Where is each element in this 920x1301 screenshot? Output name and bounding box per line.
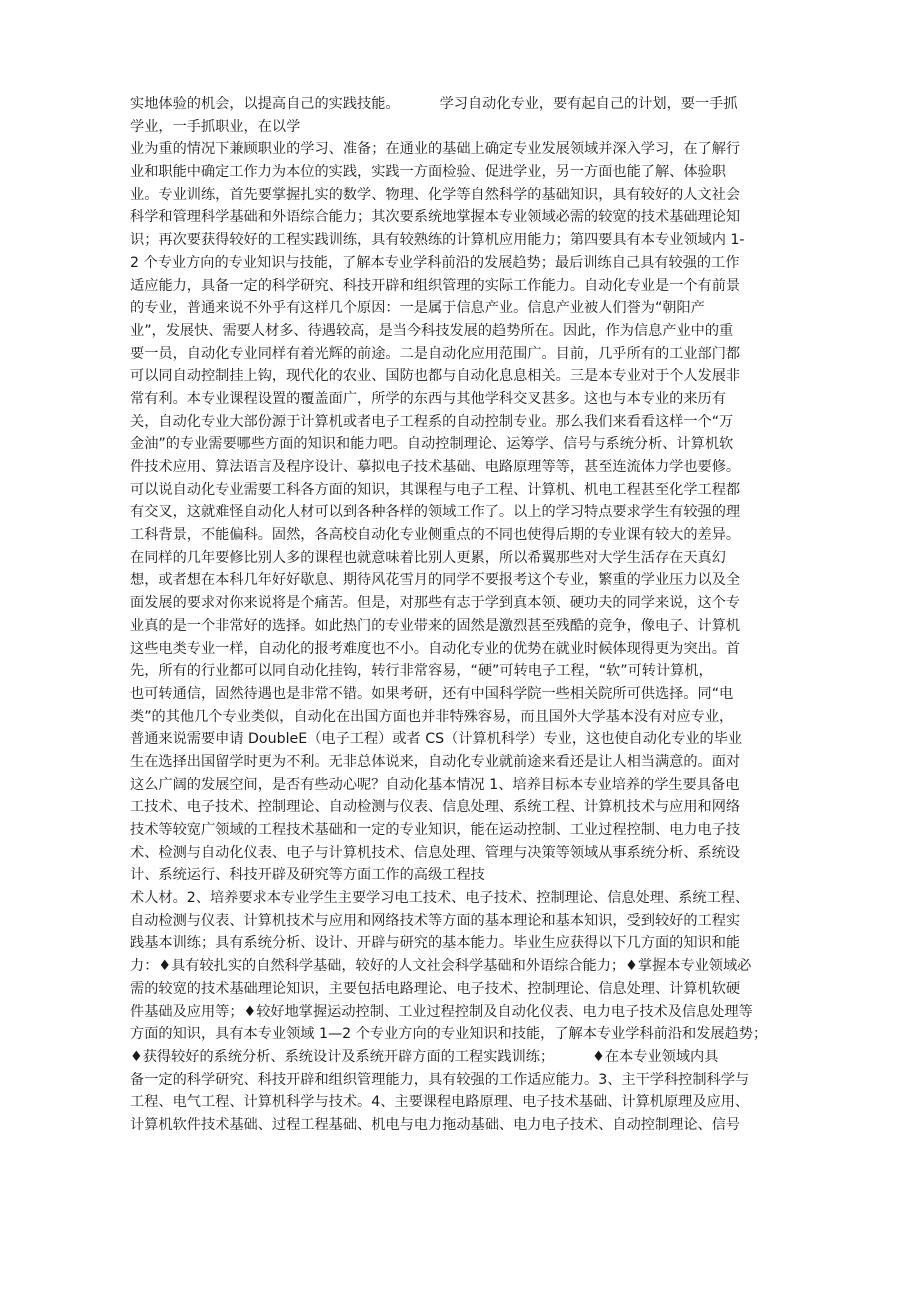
text-segment: 方面的知识，具有本专业领域 1—2 个专业方向的专业知识和技能，了解本专业学科前沿和发展趋势；	[130, 1026, 768, 1043]
text-segment: 面发展的要求对你来说将是个痛苦。但是，对那些有志于学到真本领、硬功夫的同学来说，这个专	[130, 595, 741, 612]
text-line	[130, 774, 810, 797]
text-segment: 也可转通信，固然待遇也是非常不错。如果考研，还有中国科学院一些相关院所可供选择。同“电	[130, 685, 734, 702]
text-segment: 要一员，自动化专业同样有着光辉的前途。二是自动化应用范围广。目前，几乎所有的工业部门都	[130, 345, 741, 362]
text-segment: 业和职能中确定工作力为本位的实践，实践一方面检验、促进学业，另一方面也能了解、体验职	[130, 164, 726, 181]
text-segment: 践基本训练；具有系统分析、设计、开辟与研究的基本能力。毕业生应获得以下几方面的知识和能	[130, 935, 741, 952]
text-line	[130, 569, 810, 592]
text-line	[130, 93, 810, 116]
text-segment: 学业，一手抓职业，在以学	[130, 118, 301, 135]
text-segment: 计算机软件技术基础、过程工程基础、机电与电力拖动基础、电力电子技术、自动控制理论、信号	[130, 1116, 741, 1133]
text-segment: 金油”的专业需要哪些方面的知识和能力吧。自动控制理论、运筹学、信号与系统分析、计算机软	[130, 436, 734, 453]
text-line	[130, 978, 810, 1001]
text-segment: 先，所有的行业都可以同自动化挂钩，转行非常容易，“硬”可转电子工程，“软”可转计算机，	[130, 663, 713, 680]
text-line	[130, 456, 810, 479]
text-line	[130, 138, 810, 161]
text-segment: 这么广阔的发展空间，是否有些动心呢？自动化基本情况 1、培养目标本专业培养的学生要具备电	[130, 776, 740, 793]
text-line	[130, 1069, 810, 1092]
text-segment: 力：♦具有较扎实的自然科学基础，较好的人文社会科学基础和外语综合能力；♦掌握本专业领域必	[130, 958, 752, 975]
body-text	[130, 93, 810, 1137]
text-line	[130, 660, 810, 683]
text-line	[130, 638, 810, 661]
text-segment: 技术等较宽广领域的工程技术基础和一定的专业知识，能在运动控制、工业过程控制、电力电子技	[130, 822, 741, 838]
text-line	[130, 842, 810, 865]
text-segment: 件基础及应用等；♦较好地掌握运动控制、工业过程控制及自动化仪表、电力电子技术及信息处理等	[130, 1003, 753, 1020]
text-line	[130, 479, 810, 502]
text-line	[130, 161, 810, 184]
text-line	[130, 388, 810, 411]
text-line	[130, 819, 810, 842]
text-line	[130, 955, 810, 978]
text-line	[130, 910, 810, 933]
text-segment: 备一定的科学研究、科技开辟和组织管理能力，具有较强的工作适应能力。3、主干学科控制科学与	[130, 1071, 750, 1088]
text-line	[130, 411, 810, 434]
text-segment: 学习自动化专业，要有起自己的计划，要一手抓	[439, 96, 738, 112]
text-segment: 工技术、电子技术、控制理论、自动检测与仪表、信息处理、系统工程、计算机技术与应用和网络	[130, 799, 741, 816]
text-segment: 需的较宽的技术基础理论知识，主要包括电路理论、电子技术、控制理论、信息处理、计算机软硬	[130, 980, 741, 997]
text-segment: 2 个专业方向的专业知识与技能，了解本专业学科前沿的发展趋势；最后训练自己具有较强的工作	[130, 254, 740, 271]
text-line	[130, 297, 810, 320]
text-segment: 工科背景，不能偏科。固然，各高校自动化专业侧重点的不同也使得后期的专业课有较大的差异。	[130, 527, 741, 544]
text-segment: 可以说自动化专业需要工科各方面的知识，其课程与电子工程、计算机、机电工程甚至化学工程都	[130, 481, 741, 498]
text-line	[130, 1023, 810, 1046]
text-line	[130, 683, 810, 706]
text-line	[130, 1001, 810, 1024]
text-segment: 自动检测与仪表、计算机技术与应用和网络技术等方面的基本理论和基本知识，受到较好的工程实	[130, 912, 741, 929]
text-line	[130, 932, 810, 955]
text-segment: 适应能力，具备一定的科学研究、科技开辟和组织管理的实际工作能力。自动化专业是一个有前景	[130, 277, 741, 294]
text-segment: 识；再次要获得较好的工程实践训练，具有较熟练的计算机应用能力；第四要具有本专业领域内 1-	[130, 232, 745, 249]
text-segment: 业。专业训练，首先要掌握扎实的数学、物理、化学等自然科学的基础知识，具有较好的人文社会	[130, 186, 741, 203]
text-segment: 关，自动化专业大部份源于计算机或者电子工程系的自动控制专业。那么我们来看看这样一个“万	[130, 413, 734, 430]
text-line	[130, 1091, 810, 1114]
text-line	[130, 796, 810, 819]
text-segment: 业真的是一个非常好的选择。如此热门的专业带来的固然是激烈甚至残酷的竞争，像电子、计算机	[130, 617, 741, 634]
text-segment: 业”，发展快、需要人材多、待遇较高，是当今科技发展的趋势所在。因此，作为信息产业中的重	[130, 322, 734, 339]
text-segment: 想，或者想在本科几年好好歇息、期待风花雪月的同学不要报考这个专业，繁重的学业压力以及全	[130, 572, 741, 589]
text-line	[130, 275, 810, 298]
text-line	[130, 524, 810, 547]
text-segment: 这些电类专业一样，自动化的报考难度也不小。自动化专业的优势在就业时候体现得更为突出。首	[130, 640, 741, 657]
text-segment: ♦在本专业领域内具	[592, 1048, 719, 1065]
text-line	[130, 206, 810, 229]
text-segment: 件技术应用、算法语言及程序设计、摹拟电子技术基础、电路原理等等，甚至连流体力学也要修。	[130, 459, 741, 475]
text-line	[130, 1114, 810, 1137]
text-line	[130, 116, 810, 139]
text-line	[130, 343, 810, 366]
text-line	[130, 706, 810, 729]
text-segment: 可以同自动控制挂上钩，现代化的农业、国防也都与自动化息息相关。三是本专业对于个人发展非	[130, 368, 741, 385]
text-segment: 工程、电气工程、计算机科学与技术。4、主要课程电路原理、电子技术基础、计算机原理及应用、	[130, 1094, 750, 1111]
text-line	[130, 887, 810, 910]
text-segment: 的专业，普通来说不外乎有这样几个原因：一是属于信息产业。信息产业被人们誉为“朝阳产	[130, 300, 705, 317]
text-segment: 有交叉，这就难怪自动化人材可以到各种各样的领域工作了。以上的学习特点要求学生有较强的理	[130, 504, 741, 521]
text-line	[130, 229, 810, 252]
text-segment: 在同样的几年要修比别人多的课程也就意味着比别人更累，所以希翼那些对大学生活存在天真幻	[130, 549, 726, 566]
text-line	[130, 320, 810, 343]
text-segment: 常有利。本专业课程设置的覆盖面广，所学的东西与其他学科交叉甚多。这也与本专业的来历有	[130, 390, 726, 407]
text-line	[130, 501, 810, 524]
text-segment: 术、检测与自动化仪表、电子与计算机技术、信息处理、管理与决策等领域从事系统分析、系统设	[130, 844, 741, 861]
text-line	[130, 864, 810, 887]
text-segment: 普通来说需要申请 DoubleE（电子工程）或者 CS（计算机科学）专业，这也使自动化专业的毕业	[130, 731, 743, 748]
text-line	[130, 252, 810, 275]
text-segment: 业为重的情况下兼顾职业的学习、准备；在通业的基础上确定专业发展领域并深入学习，在了解行	[130, 141, 741, 158]
text-line	[130, 1046, 810, 1069]
text-line	[130, 184, 810, 207]
text-line	[130, 433, 810, 456]
text-segment: 术人材。2、培养要求本专业学生主要学习电工技术、电子技术、控制理论、信息处理、系统工程、	[130, 890, 750, 907]
text-segment: 生在选择出国留学时更为不利。无非总体说来，自动化专业就前途来看还是让人相当满意的。面对	[130, 753, 741, 770]
text-line	[130, 547, 810, 570]
text-line	[130, 751, 810, 774]
text-line	[130, 615, 810, 638]
text-line	[130, 592, 810, 615]
text-line	[130, 728, 810, 751]
text-segment: 计、系统运行、科技开辟及研究等方面工作的高级工程技	[130, 867, 485, 884]
text-line	[130, 365, 810, 388]
text-segment: 类”的其他几个专业类似，自动化在出国方面也并非特殊容易，而且国外大学基本没有对应专业，	[130, 708, 734, 725]
text-segment: 实地体验的机会，以提高自己的实践技能。	[130, 96, 400, 112]
text-segment: ♦获得较好的系统分析、系统设计及系统开辟方面的工程实践训练；	[130, 1048, 555, 1065]
text-segment: 科学和管理科学基础和外语综合能力；其次要系统地掌握本专业领域必需的较宽的技术基础理论知	[130, 209, 741, 226]
